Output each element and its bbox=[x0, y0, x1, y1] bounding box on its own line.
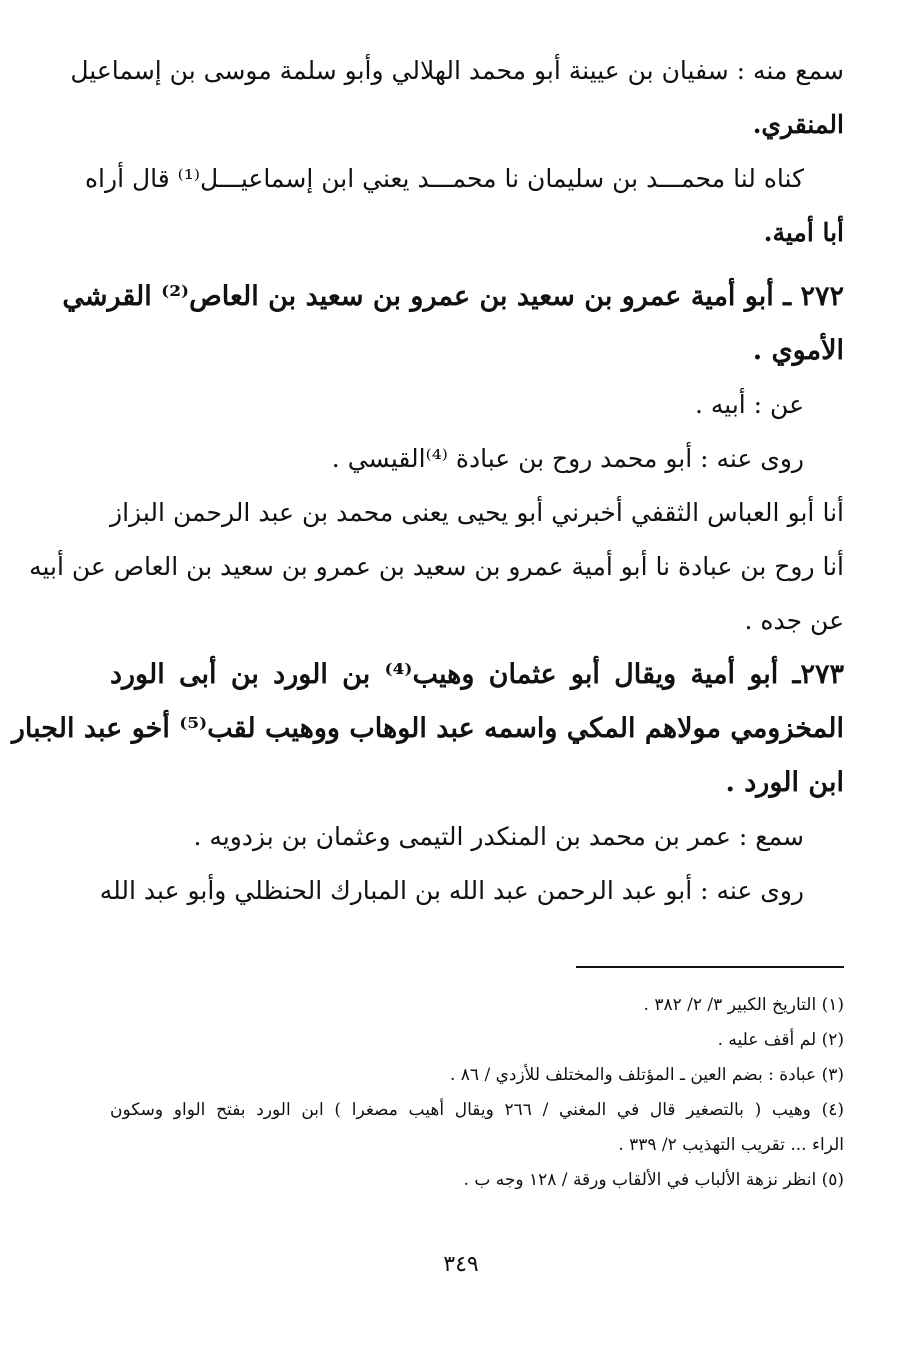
entry-272-isnad-line-1: أنا أبو العباس الثقفي أخبرني أبو يحيى يعنى محمد بن عبد الرحمن البزاز bbox=[110, 498, 844, 527]
footnote-2: (٢) لم أقف عليه . bbox=[717, 1030, 844, 1050]
entry-272-isnad-line-2: أنا روح بن عبادة نا أبو أمية عمرو بن سعيد بن عمرو بن سعيد بن العاص عن أبيه bbox=[29, 552, 844, 581]
footnote-4-line-2: الراء ... تقريب التهذيب ٢/ ٣٣٩ . bbox=[618, 1135, 844, 1155]
spacer bbox=[110, 260, 844, 270]
footnote-separator bbox=[576, 966, 844, 968]
page-number: ٣٤٩ bbox=[443, 1252, 479, 1277]
entry-272-an: عن : أبيه . bbox=[694, 390, 804, 419]
entry-273-samia: سمع : عمر بن محمد بن المنكدر التيمى وعثمان بن بزدويه . bbox=[193, 822, 804, 851]
entry-273-heading-line-2: المخزومي مولاهم المكي واسمه عبد الوهاب ووهيب لقب⁽⁵⁾ أخو عبد الجبار bbox=[11, 713, 844, 744]
entry-271-samia-line-2: المنقري. bbox=[752, 110, 844, 139]
entry-272-heading-line-1: ٢٧٢ ـ أبو أمية عمرو بن سعيد بن عمرو بن سعيد بن العاص⁽²⁾ القرشي bbox=[62, 281, 844, 312]
entry-271-kunya-line-1: كناه لنا محمـــد بن سليمان نا محمـــد يعني ابن إسماعيـــل⁽¹⁾ قال أراه bbox=[84, 164, 804, 193]
entry-273-heading-line-3: ابن الورد . bbox=[725, 767, 844, 798]
footnote-5: (٥) انظر نزهة الألباب في الألقاب ورقة / ١٢٨ وجه ب . bbox=[463, 1170, 844, 1190]
footnote-1: (١) التاريخ الكبير ٣/ ٢/ ٣٨٢ . bbox=[643, 995, 844, 1015]
entry-272-isnad-line-3: عن جده . bbox=[744, 606, 844, 635]
entry-271-kunya-line-2: أبا أمية. bbox=[763, 218, 844, 247]
entry-272-rawa: روى عنه : أبو محمد روح بن عبادة ⁽⁴⁾القيسي . bbox=[331, 444, 804, 473]
footnotes bbox=[110, 988, 844, 1198]
footnote-4-line-1: (٤) وهيب ( بالتصغير قال في المغني / ٢٦٦ ويقال أهيب مصغرا ) ابن الورد بفتح الواو وسكون bbox=[110, 1100, 844, 1120]
footnote-3: (٣) عبادة : بضم العين ـ المؤتلف والمختلف للأزدي / ٨٦ . bbox=[449, 1065, 844, 1085]
entry-272-heading-line-2: الأموي . bbox=[752, 335, 844, 366]
entry-273-rawa: روى عنه : أبو عبد الرحمن عبد الله بن المبارك الحنظلي وأبو عبد الله bbox=[99, 876, 804, 905]
entry-273-heading-line-1: ٢٧٣ـ أبو أمية ويقال أبو عثمان وهيب⁽⁴⁾ بن الورد بن أبى الورد bbox=[110, 659, 844, 690]
entry-271-samia-line-1: سمع منه : سفيان بن عيينة أبو محمد الهلالي وأبو سلمة موسى بن إسماعيل bbox=[70, 56, 844, 85]
main-text bbox=[11, 44, 844, 918]
